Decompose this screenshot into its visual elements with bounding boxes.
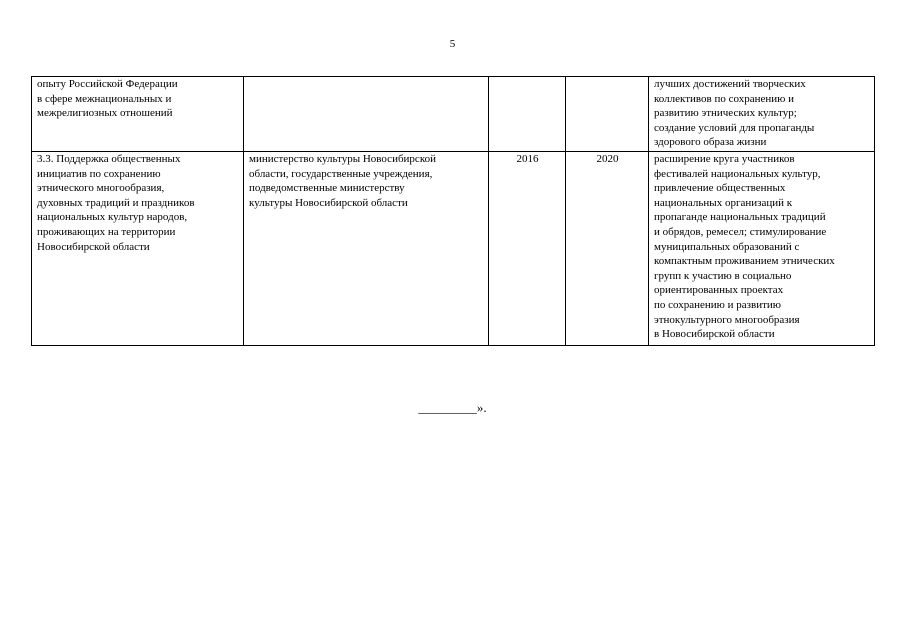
activity-name-cell: опыту Российской Федерации в сфере межнациональных и межрелигиозных отношений	[32, 77, 244, 152]
program-table	[31, 76, 875, 346]
table-row	[32, 77, 875, 152]
expected-result-cell: расширение круга участников фестивалей национальных культур, привлечение общественных национальных организаций к пропаганде национальных традиций и обрядов, ремесел; стимулирование муниципальных образований с компактным проживанием этнических групп к участию в социально ориентированных проектах по сохранению и развитию этнокультурного многообразия в Новосибирской области	[649, 152, 875, 346]
end-year-cell: 2020	[566, 152, 649, 346]
executor-cell: министерство культуры Новосибирской области, государственные учреждения, подведомственные министерству культуры Новосибирской области	[244, 152, 489, 346]
end-year-cell	[566, 77, 649, 152]
start-year-cell: 2016	[489, 152, 566, 346]
page-number: 5	[449, 38, 456, 50]
expected-result-cell: лучших достижений творческих коллективов по сохранению и развитию этнических культур; создание условий для пропаганды здорового образа жизни	[649, 77, 875, 152]
start-year-cell	[489, 77, 566, 152]
closing-mark: _________».	[418, 400, 487, 415]
activity-name-cell: 3.3. Поддержка общественных инициатив по сохранению этнического многообразия, духовных традиций и праздников национальных культур народов, проживающих на территории Новосибирской области	[32, 152, 244, 346]
executor-cell	[244, 77, 489, 152]
table-row	[32, 152, 875, 346]
